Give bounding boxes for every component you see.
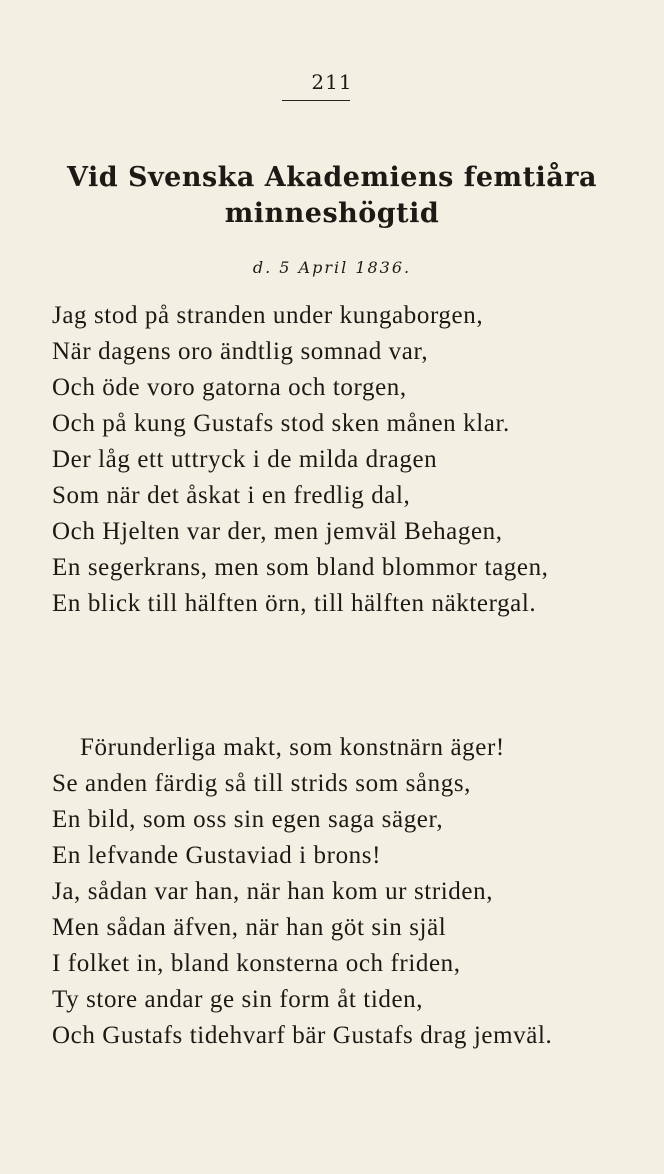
verse-line: En lefvande Gustaviad i brons! xyxy=(52,842,382,869)
stanza-2 xyxy=(52,730,642,1054)
page-number-rule xyxy=(282,100,350,101)
stanza-1 xyxy=(52,298,642,622)
verse-line: I folket in, bland konsterna och friden, xyxy=(52,950,461,977)
verse-line: Som när det åskat i en fredlig dal, xyxy=(52,482,411,509)
verse-line: Och Gustafs tidehvarf bär Gustafs drag jemväl. xyxy=(52,1022,553,1049)
verse-line: Der låg ett uttryck i de milda dragen xyxy=(52,446,438,473)
verse-line: Men sådan äfven, när han göt sin själ xyxy=(52,914,447,941)
verse-line: När dagens oro ändtlig somnad var, xyxy=(52,338,429,365)
verse-line: Förunderliga makt, som konstnärn äger! xyxy=(80,734,505,761)
verse-line: Ty store andar ge sin form åt tiden, xyxy=(52,986,424,1013)
verse-line: En segerkrans, men som bland blommor tagen, xyxy=(52,554,549,581)
page-number: 211 xyxy=(311,70,353,94)
verse-line: En bild, som oss sin egen saga säger, xyxy=(52,806,444,833)
verse-line: Se anden färdig så till strids som sångs, xyxy=(52,770,471,797)
poem-title: Vid Svenska Akademiens femtiåra minneshögtid xyxy=(66,162,598,229)
verse-line: Och Hjelten var der, men jemväl Behagen, xyxy=(52,518,503,545)
poem-dateline: d. 5 April 1836. xyxy=(252,258,412,277)
verse-line: Ja, sådan var han, när han kom ur striden, xyxy=(52,878,494,905)
verse-line: Jag stod på stranden under kungaborgen, xyxy=(52,302,484,329)
verse-line: En blick till hälften örn, till hälften näktergal. xyxy=(52,590,537,617)
verse-line: Och öde voro gatorna och torgen, xyxy=(52,374,407,401)
verse-line: Och på kung Gustafs stod sken månen klar. xyxy=(52,410,510,437)
